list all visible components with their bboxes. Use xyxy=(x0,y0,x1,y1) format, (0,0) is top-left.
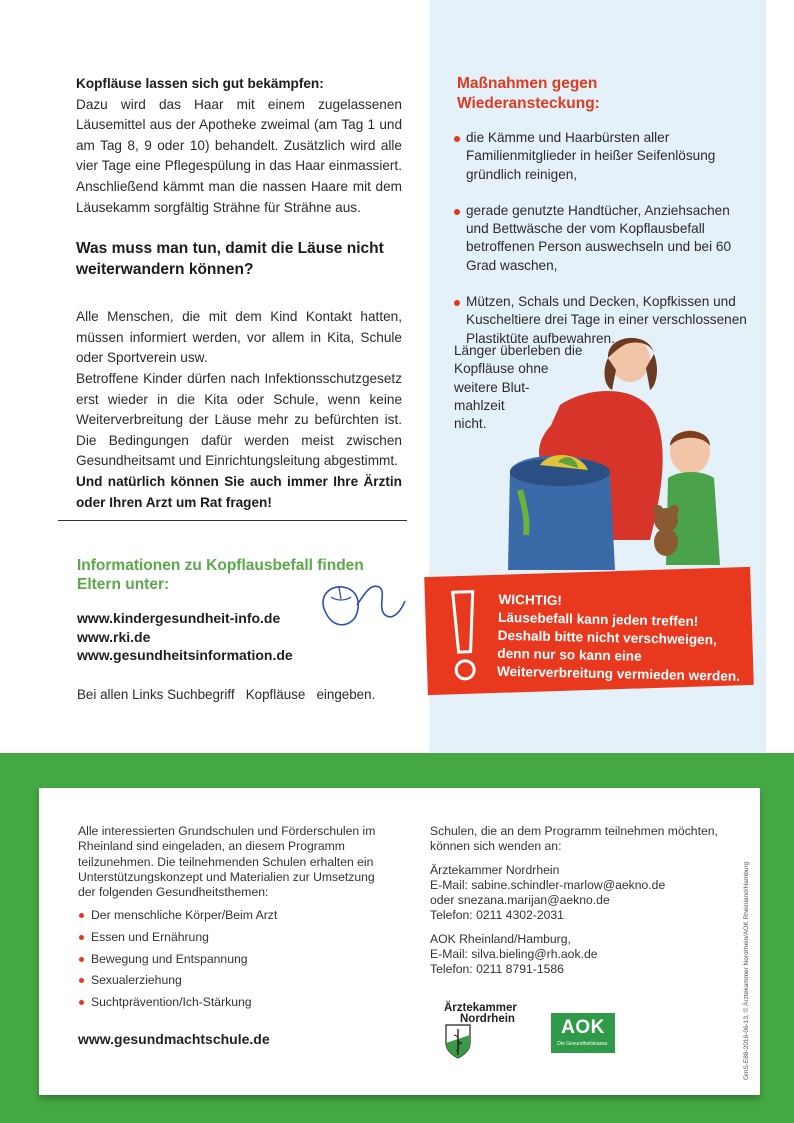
survival-note-line: nicht. xyxy=(454,416,487,432)
contact-org2-email[interactable]: E-Mail: silva.bieling@rh.aok.de xyxy=(430,947,598,962)
aerztekammer-name xyxy=(444,1003,517,1025)
return-rules-text: Betroffene Kinder dürfen nach Infektionsschutzgesetz erst wieder in die Kita oder Schule, wenn keine Weiterverbreitung der Läuse mehr zu befürchten ist. Die Bedingungen dafür werden meist zwischen Gesundheitsamt und Einrichtungsleitung abgestimmt. xyxy=(76,370,402,469)
link-gesundheitsinformation[interactable]: www.gesundheitsinformation.de xyxy=(77,647,293,663)
spread-question-heading: Was muss man tun, damit die Läuse nicht weiterwandern können? xyxy=(76,240,384,279)
program-info xyxy=(78,824,388,1016)
contact-org2-phone: Telefon: 0211 8791-1586 xyxy=(430,962,564,977)
aerztekammer-name-line2: Nordrhein xyxy=(460,1013,515,1025)
info-title: Informationen zu Kopflausbefall finden Eltern unter: xyxy=(77,557,364,593)
topic-list xyxy=(78,908,388,1009)
aerztekammer-logo xyxy=(444,1003,524,1061)
measures-list xyxy=(454,129,754,348)
program-website[interactable]: www.gesundmachtschule.de xyxy=(78,1031,270,1047)
topic-item: Sexualerziehung xyxy=(78,973,388,988)
contact-org1: Ärztekammer Nordrhein xyxy=(430,862,560,877)
contact-org2: AOK Rheinland/Hamburg, xyxy=(430,931,571,946)
print-credit: GmS-E88-2016-06-13, © Ärztekammer Nordrhein/AOK Rheinland/Hamburg xyxy=(743,861,750,1080)
search-hint-prefix: Bei allen Links Suchbegriff xyxy=(77,686,246,702)
program-intro: Alle interessierten Grundschulen und Förderschulen im Rheinland sind eingeladen, an diesem Programm teilzunehmen. Die teilnehmenden Schulen erhalten ein Unterstützungskonzept und Materialien zur Umsetzung der folgenden Gesundheitsthemen: xyxy=(78,824,376,900)
measure-item: die Kämme und Haarbürsten aller Familienmitglieder in heißer Seifenlösung gründlich reinigen, xyxy=(454,129,754,184)
warning-text xyxy=(497,591,749,686)
treatment-heading: Kopfläuse lassen sich gut bekämpfen: xyxy=(76,76,324,91)
section-divider xyxy=(58,520,407,521)
search-term: Kopfläuse xyxy=(245,686,306,702)
program-card xyxy=(39,788,760,1095)
link-rki[interactable]: www.rki.de xyxy=(77,628,151,645)
measure-item: Mützen, Schals und Decken, Kopfkissen und Kuscheltiere drei Tage in einer verschlossenen Plastiktüte aufbewahren. xyxy=(454,293,754,348)
topic-item: Bewegung und Entspannung xyxy=(78,952,388,967)
aerztekammer-shield-icon xyxy=(444,1023,472,1059)
aerztekammer-name-line1: Ärztekammer xyxy=(444,1002,517,1014)
topic-item: Der menschliche Körper/Beim Arzt xyxy=(78,908,388,923)
contact-org1-phone: Telefon: 0211 4302-2031 xyxy=(430,908,564,923)
measures-title: Maßnahmen gegen Wiederansteckung: xyxy=(457,75,600,112)
warning-box xyxy=(424,567,754,695)
survival-note-line: Kopfläuse ohne xyxy=(454,361,549,377)
exclamation-icon xyxy=(445,585,484,686)
measure-item: gerade genutzte Handtücher, Anziehsachen und Bettwäsche der vom Kopflausbefall betroffenen Person auswechseln und bei 60 Grad waschen, xyxy=(454,202,754,275)
contact-intro: Schulen, die an dem Programm teilnehmen möchten, können sich wenden an: xyxy=(430,824,718,854)
topic-item: Essen und Ernährung xyxy=(78,930,388,945)
inform-contacts-text: Alle Menschen, die mit dem Kind Kontakt hatten, müssen informiert werden, vor allem in Kita, Schule oder Sportverein usw. xyxy=(76,309,402,366)
warning-heading: WICHTIG! xyxy=(498,591,563,609)
contact-org1-email[interactable]: E-Mail: sabine.schindler-marlow@aekno.de xyxy=(430,877,666,892)
search-hint-suffix: eingeben. xyxy=(305,686,376,702)
aok-tagline: Die Gesundheitskasse. xyxy=(557,1041,609,1047)
family-illustration xyxy=(480,330,770,580)
aok-name: AOK xyxy=(561,1017,605,1038)
survival-note-line: weitere Blut- xyxy=(454,379,530,395)
search-hint xyxy=(77,686,407,704)
survival-note-line: mahlzeit xyxy=(454,397,505,413)
treatment-text: Dazu wird das Haar mit einem zugelassenen Läusemittel aus der Apotheke zweimal (am Tag 1 und am Tag 8, 9 oder 10) behandelt. Zusätzlich wird alle vier Tage eine Pflegespülung in das Haar einmassiert. Anschließend kämmt man die nassen Haare mit dem Läusekamm sorgfältig Strähne für Strähne aus. xyxy=(76,96,402,215)
left-column xyxy=(76,74,402,513)
computer-mouse-icon xyxy=(317,577,409,639)
survival-note-line: Länger überleben die xyxy=(454,343,583,358)
aok-logo xyxy=(551,1013,615,1053)
contact-org1-email2[interactable]: oder snezana.marijan@aekno.de xyxy=(430,893,610,908)
ask-doctor-text: Und natürlich können Sie auch immer Ihre Ärztin oder Ihren Arzt um Rat fragen! xyxy=(76,473,402,510)
topic-item: Suchtprävention/Ich-Stärkung xyxy=(78,995,388,1010)
warning-message: Läusebefall kann jeden treffen! Deshalb bitte nicht verschweigen, denn nur so kann eine Weiterverbreitung vermieden werden. xyxy=(496,609,741,684)
link-kindergesundheit[interactable]: www.kindergesundheit-info.de xyxy=(77,610,281,626)
contact-info xyxy=(430,824,720,978)
